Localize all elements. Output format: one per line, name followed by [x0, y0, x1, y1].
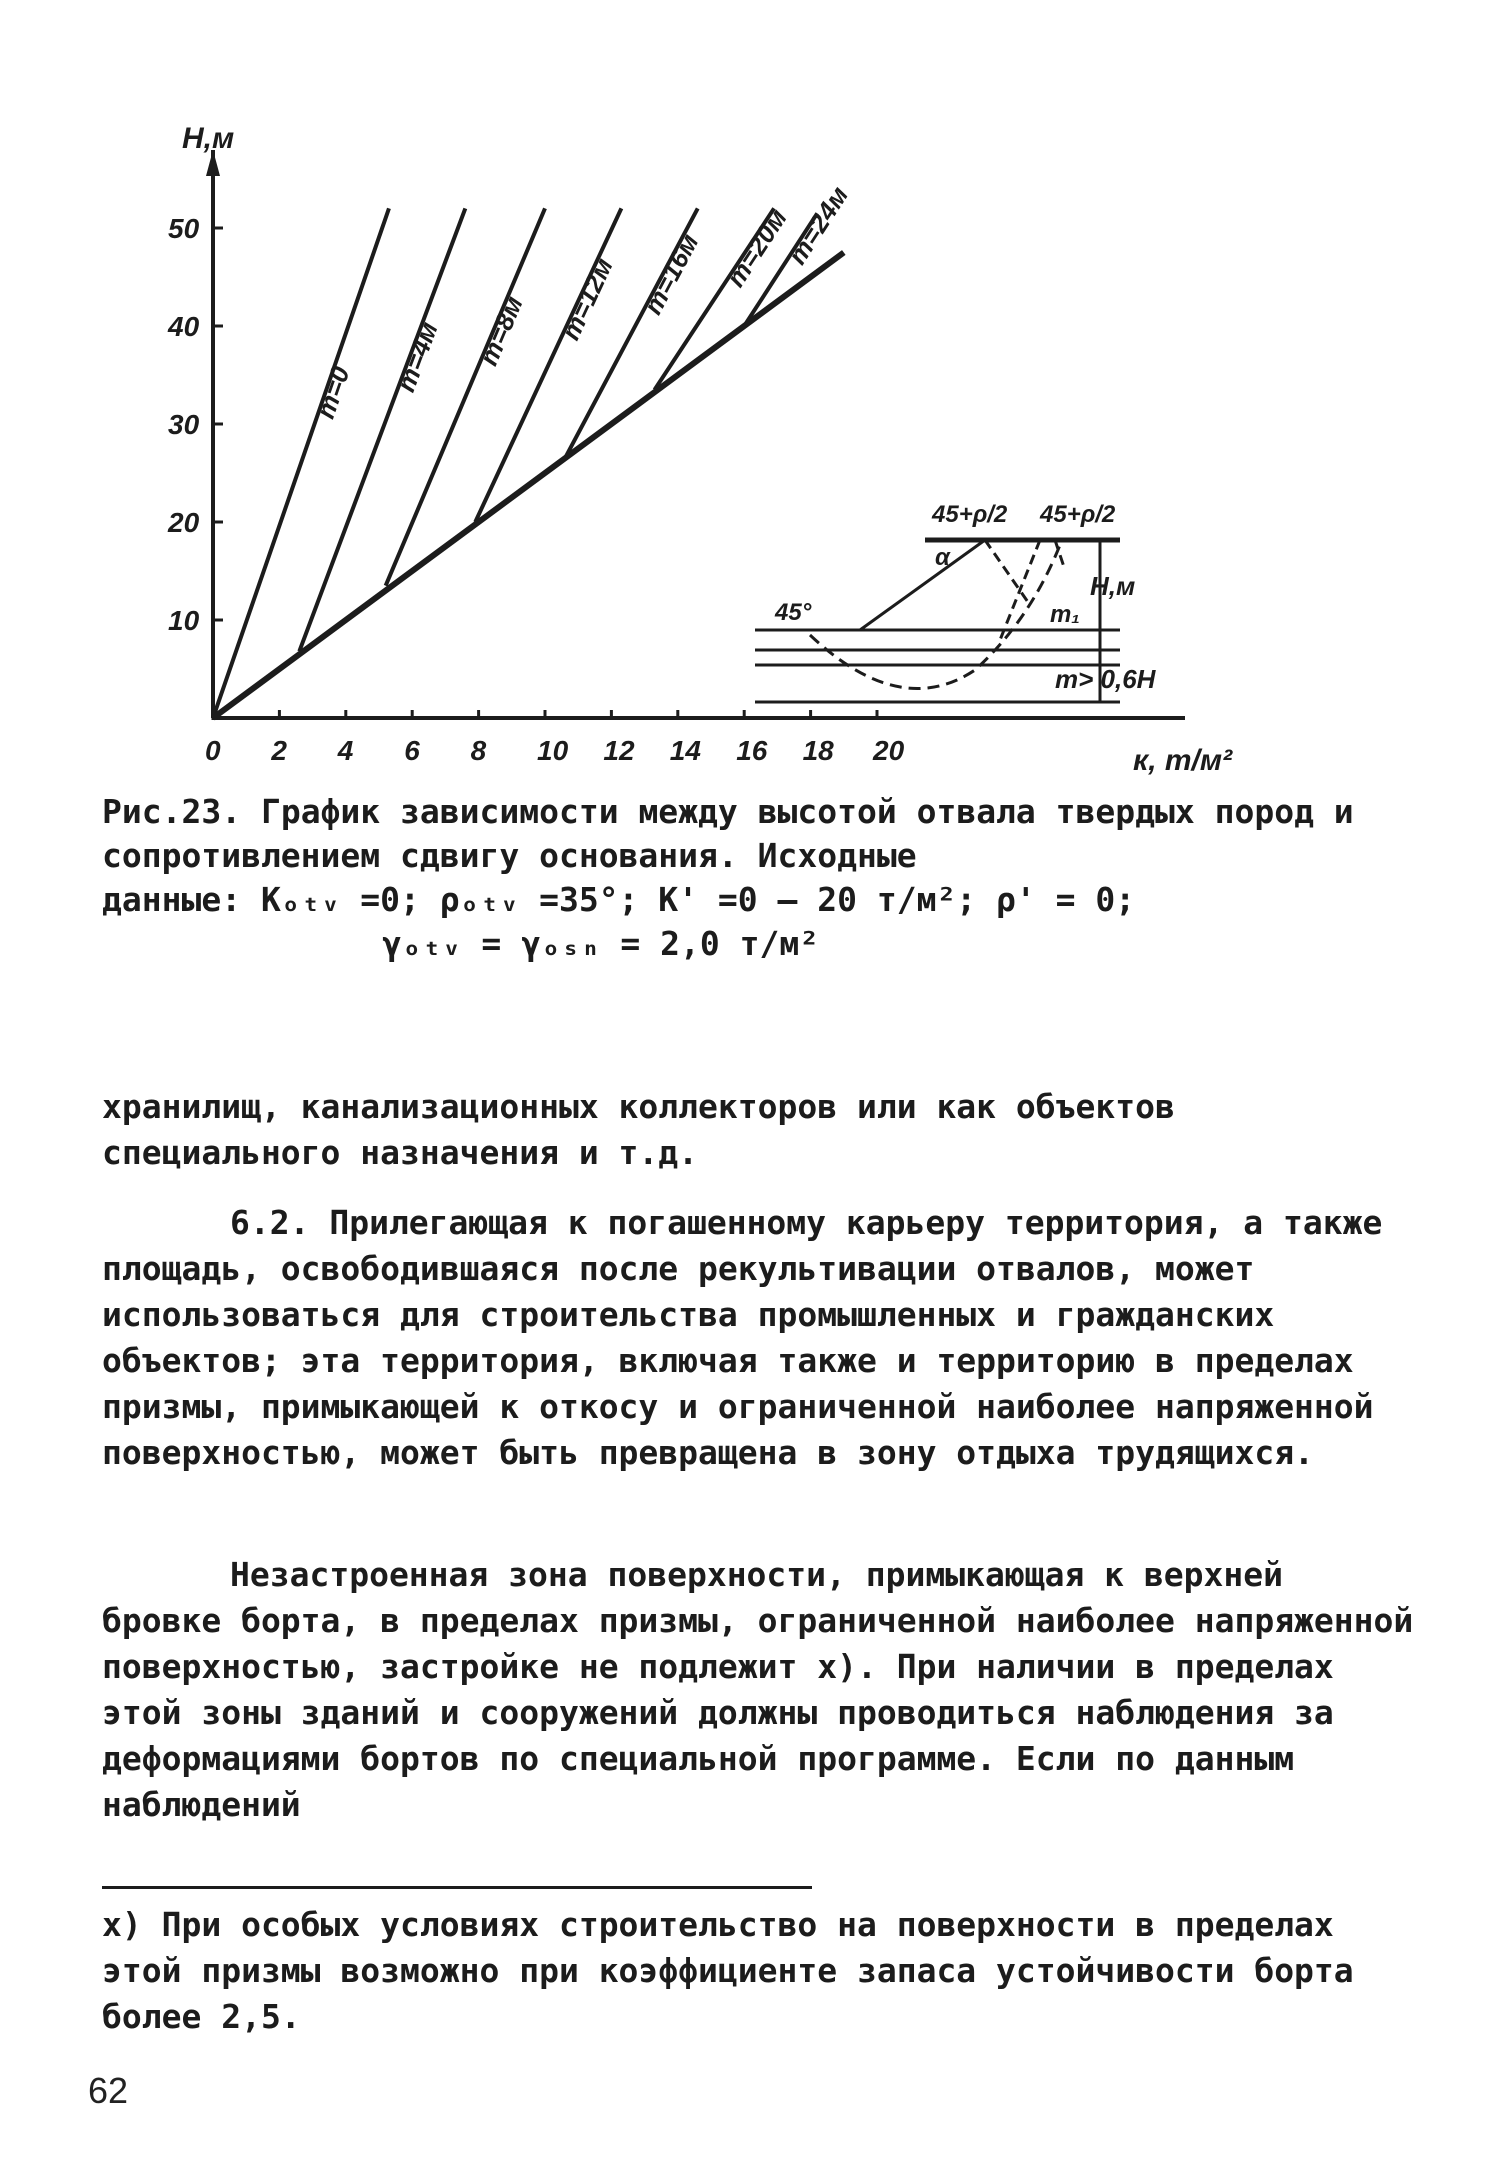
- inset-label-m-06h: m> 0,6Н: [1055, 664, 1156, 694]
- inset-label-m1: m₁: [1050, 601, 1080, 628]
- x-tick-label-2: 4: [337, 735, 354, 766]
- x-tick-label-3: 6: [404, 735, 420, 766]
- x-axis-label: к, т/м²: [1133, 744, 1233, 777]
- x-tick-label-1: 2: [271, 735, 287, 766]
- inset-label-45: 45°: [775, 599, 812, 626]
- figure-chart: [0, 0, 1508, 790]
- inset-slope-line: [860, 540, 985, 630]
- y-tick-label-2: 30: [168, 409, 200, 440]
- series-label-4: m=16м: [637, 228, 705, 320]
- body-paragraph-1: хранилищ, канализационных коллекторов или как объектов специального назначения и т.д.: [102, 1087, 1175, 1172]
- envelope-line: [213, 253, 844, 719]
- series-label-6: m=24м: [781, 180, 855, 270]
- figure-number: Рис.23.: [102, 792, 242, 831]
- x-tick-label-0: 0: [205, 735, 221, 766]
- series-line-1: [299, 208, 465, 651]
- x-tick-label-9: 18: [802, 735, 834, 766]
- body-paragraph-3: Незастроенная зона поверхности, примыкающая к верхней бровке борта, в пределах призмы, ограниченной наиболее напряженной поверхностью, застройке не подлежит х). При наличии в пределах этой зоны зданий и сооружений должны проводиться наблюдения за деформациями бортов по специальной программе. Если по данным наблюдений: [102, 1555, 1414, 1824]
- inset-label-h: Н,м: [1090, 571, 1136, 601]
- x-tick-label-6: 12: [603, 735, 635, 766]
- figure-caption-params-2: γₒₜᵥ = γₒₛₙ = 2,0 т/м²: [382, 924, 820, 963]
- y-tick-label-0: 10: [168, 605, 200, 636]
- footnote: х) При особых условиях строительство на поверхности в пределах этой призмы возможно при коэффициенте запаса устойчивости борта более 2,5.: [102, 1905, 1354, 2036]
- figure-caption-text: График зависимости между высотой отвала твердых пород и сопротивлением сдвигу основания. Исходные: [102, 792, 1354, 875]
- series-label-3: m=12м: [555, 253, 619, 345]
- x-tick-label-8: 16: [736, 735, 768, 766]
- series-label-0: m=0: [309, 362, 356, 423]
- inset-label-45-rho-1: 45+ρ/2: [932, 501, 1008, 528]
- chart-axes: [206, 150, 1185, 718]
- y-tick-label-3: 40: [168, 311, 200, 342]
- series-label-5: m=20м: [720, 203, 793, 293]
- series-label-2: m=8м: [473, 291, 529, 370]
- figure-caption: [102, 790, 1402, 966]
- x-tick-label-7: 14: [669, 735, 701, 766]
- tick-group: [167, 213, 905, 766]
- y-tick-label-4: 50: [168, 213, 200, 244]
- figure-caption-params: данные: Кₒₜᵥ =0; ρₒₜᵥ =35°; К' =0 – 20 т/м²; ρ' = 0;: [102, 880, 1136, 919]
- inset-label-alpha: α: [935, 544, 950, 571]
- x-tick-label-10: 20: [873, 735, 905, 766]
- x-tick-label-5: 10: [537, 735, 569, 766]
- series-label-1: m=4м: [390, 317, 444, 396]
- page-number: 62: [88, 2070, 129, 2111]
- x-tick-label-4: 8: [470, 735, 487, 766]
- footnote-divider: [102, 1886, 812, 1889]
- y-tick-label-1: 20: [168, 507, 200, 538]
- y-axis-label: Н,м: [182, 122, 235, 155]
- body-paragraph-2: 6.2. Прилегающая к погашенному карьеру территория, а также площадь, освободившаяся после рекультивации отвалов, может использоваться для строительства промышленных и гражданских объектов; эта территория, включая также и территорию в пределах призмы, примыкающей к откосу и ограниченной наиболее напряженной поверхностью, может быть превращена в зону отдыха трудящихся.: [102, 1203, 1383, 1472]
- inset-label-45-rho-2: 45+ρ/2: [1040, 501, 1116, 528]
